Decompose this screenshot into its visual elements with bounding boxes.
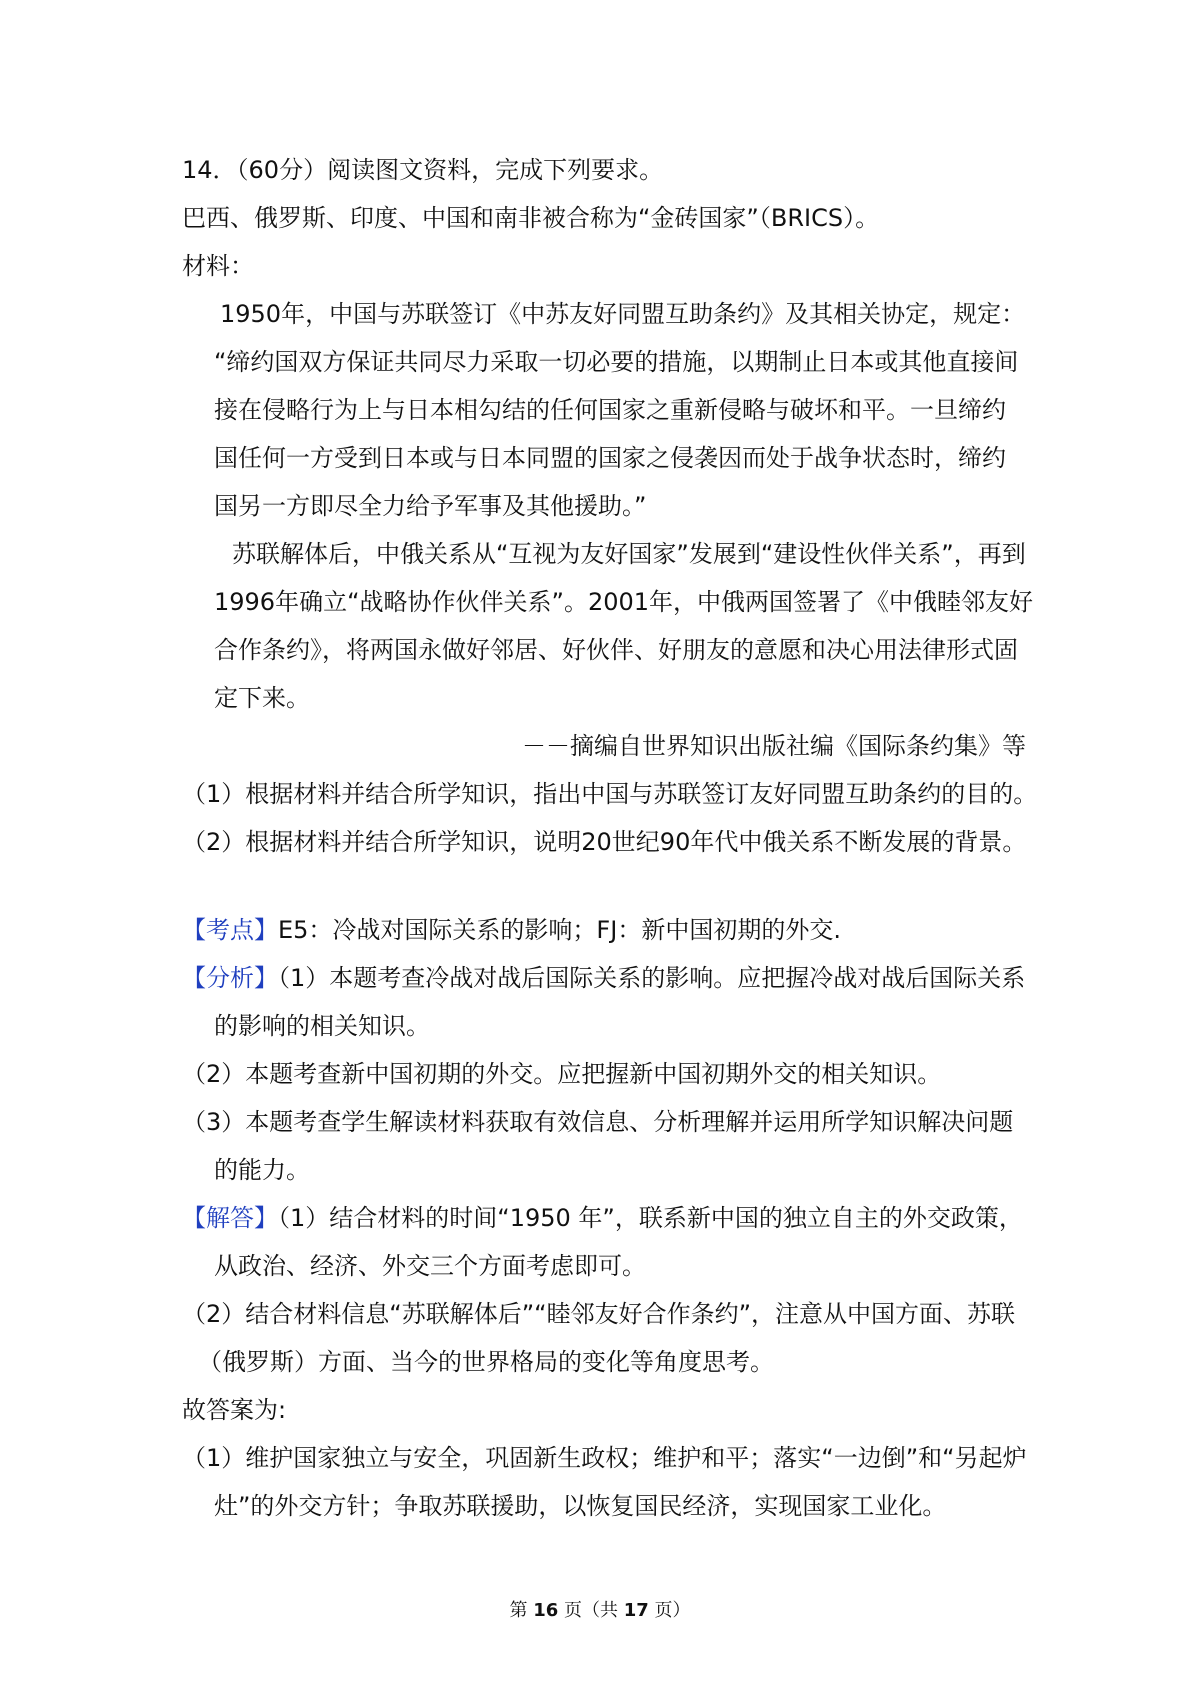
material-p2-line: 苏联解体后，中俄关系从“互视为友好国家”发展到“建设性伙伴关系”，再到	[232, 540, 1026, 568]
fenxi-line: （2）本题考查新中国初期的外交。应把握新中国初期外交的相关知识。	[182, 1060, 942, 1088]
material-p2-line: 1996年确立“战略协作伙伴关系”。2001年，中俄两国签署了《中俄睦邻友好	[214, 588, 1034, 616]
material-p2-line: 定下来。	[214, 684, 310, 712]
material-label: 材料：	[182, 252, 254, 280]
material-p1-line: 国另一方即尽全力给予军事及其他援助。”	[214, 492, 647, 520]
fenxi-line: （3）本题考查学生解读材料获取有效信息、分析理解并运用所学知识解决问题	[182, 1108, 1014, 1136]
question-intro: 巴西、俄罗斯、印度、中国和南非被合称为“金砖国家”（BRICS）。	[182, 204, 880, 232]
jieda-line: （俄罗斯）方面、当今的世界格局的变化等角度思考。	[198, 1348, 774, 1376]
question-2: （2）根据材料并结合所学知识，说明20世纪90年代中俄关系不断发展的背景。	[182, 828, 1027, 856]
answer-line: （1）维护国家独立与安全，巩固新生政权；维护和平；落实“一边倒”和“另起炉	[182, 1444, 1027, 1472]
footer-prefix: 第	[509, 1600, 528, 1621]
material-p2-line: 合作条约》，将两国永做好邻居、好伙伴、好朋友的意愿和决心用法律形式固	[214, 636, 1018, 664]
material-p1-line: 国任何一方受到日本或与日本同盟的国家之侵袭因而处于战争状态时，缔约	[214, 444, 1006, 472]
question-header: 14．（60分）阅读图文资料，完成下列要求。	[182, 156, 664, 184]
question-1: （1）根据材料并结合所学知识，指出中国与苏联签订友好同盟互助条约的目的。	[182, 780, 1038, 808]
footer-page-number: 16	[533, 1600, 559, 1621]
material-p1-line: 接在侵略行为上与日本相勾结的任何国家之重新侵略与破坏和平。一旦缔约	[214, 396, 1006, 424]
material-source: －－摘编自世界知识出版社编《国际条约集》等	[522, 732, 1026, 760]
kaodian-text: E5：冷战对国际关系的影响；FJ：新中国初期的外交.	[278, 916, 841, 944]
fenxi-line: 的影响的相关知识。	[214, 1012, 430, 1040]
footer-suffix: 页）	[654, 1600, 691, 1621]
jieda-line: 从政治、经济、外交三个方面考虑即可。	[214, 1252, 646, 1280]
jieda-label: 【解答】	[182, 1204, 278, 1232]
jieda-row	[182, 1202, 1023, 1234]
footer-total-pages: 17	[623, 1600, 649, 1621]
jieda-line: （2）结合材料信息“苏联解体后”“睦邻友好合作条约”，注意从中国方面、苏联	[182, 1300, 1016, 1328]
page-footer	[0, 1599, 1200, 1623]
kaodian-row	[182, 914, 841, 946]
answer-line: 灶”的外交方针；争取苏联援助，以恢复国民经济，实现国家工业化。	[214, 1492, 947, 1520]
fenxi-label: 【分析】	[182, 964, 278, 992]
material-p1-line: 1950年，中国与苏联签订《中苏友好同盟互助条约》及其相关协定，规定：	[220, 300, 1026, 328]
jieda-text: （1）结合材料的时间“1950 年”，联系新中国的独立自主的外交政策，	[278, 1204, 1023, 1232]
fenxi-line: 的能力。	[214, 1156, 310, 1184]
fenxi-row	[182, 962, 1025, 994]
answer-label: 故答案为:	[182, 1396, 287, 1424]
kaodian-label: 【考点】	[182, 916, 278, 944]
material-p1-line: “缔约国双方保证共同尽力采取一切必要的措施，以期制止日本或其他直接间	[214, 348, 1019, 376]
footer-middle: 页（共	[564, 1600, 618, 1621]
fenxi-text: （1）本题考查冷战对战后国际关系的影响。应把握冷战对战后国际关系	[278, 964, 1026, 992]
